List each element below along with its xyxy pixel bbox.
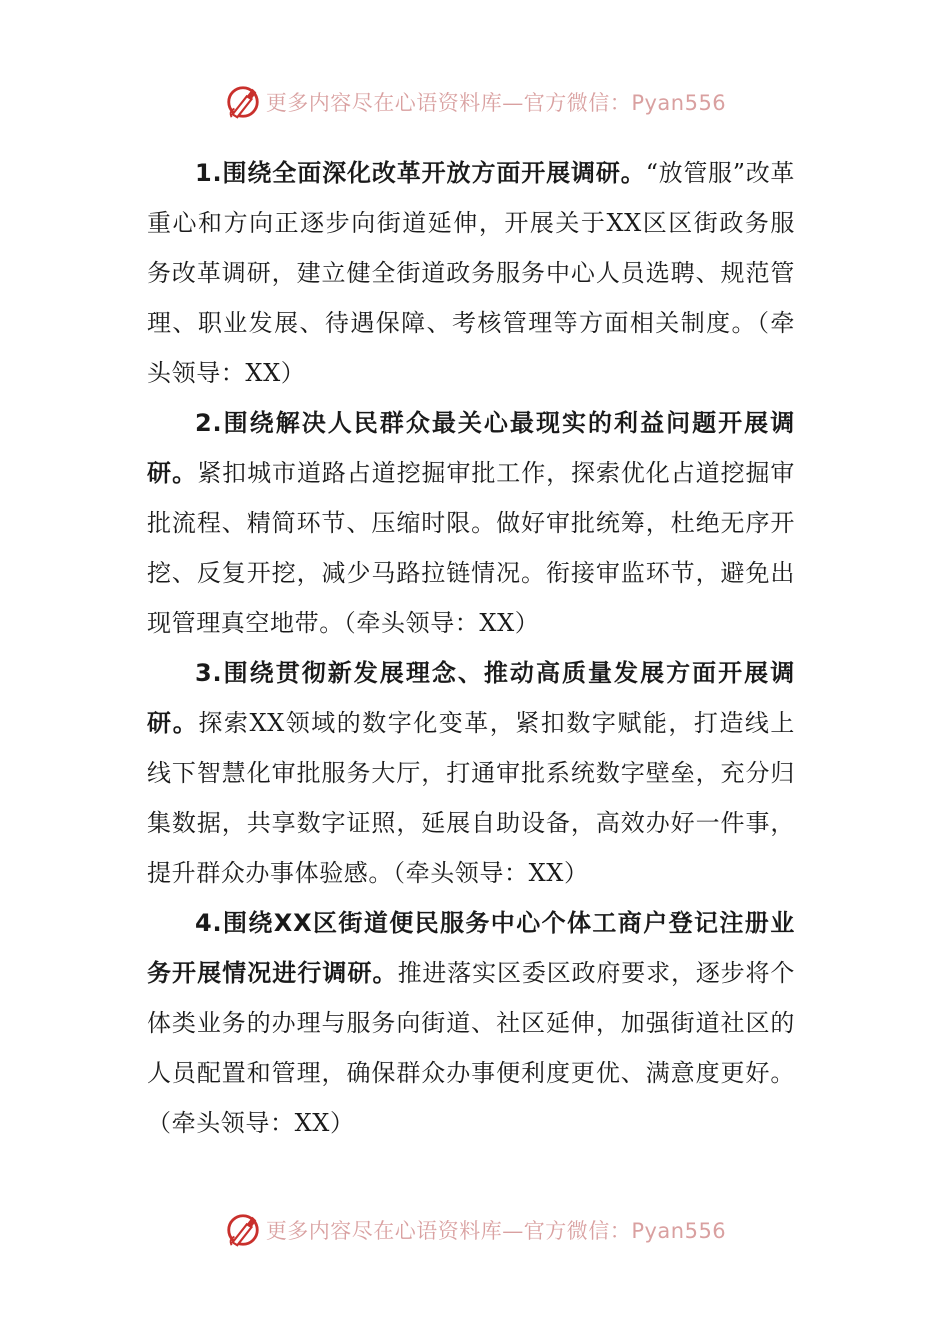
pen-logo-icon [224, 1211, 262, 1249]
paragraph-text: “放管服”改革重心和方向正逐步向街道延伸，开展关于XX区区街政务服务改革调研，建立健全街道政务服务中心人员选聘、规范管理、职业发展、待遇保障、考核管理等方面相关制度。（牵头领导：XX） [147, 159, 796, 387]
paragraph-text: 探索XX领域的数字化变革，紧扣数字赋能，打造线上线下智慧化审批服务大厅，打通审批系统数字壁垒，充分归集数据，共享数字证照，延展自助设备，高效办好一件事，提升群众办事体验感。（牵头领导：XX） [147, 709, 795, 887]
header-watermark-banner [0, 82, 950, 122]
paragraph-1 [147, 148, 795, 398]
paragraph-text: 紧扣城市道路占道挖掘审批工作，探索优化占道挖掘审批流程、精简环节、压缩时限。做好审批统筹，杜绝无序开挖、反复开挖，减少马路拉链情况。衔接审监环节，避免出现管理真空地带。（牵头领导：XX） [147, 459, 795, 637]
paragraph-4 [147, 898, 795, 1148]
document-body [147, 148, 795, 1148]
watermark-text: 更多内容尽在心语资料库—官方微信：Pyan556 [265, 1219, 727, 1243]
paragraph-heading: 3.围绕贯彻新发展理念、推动高质量发展方面开展调研。 [147, 659, 795, 737]
paragraph-heading: 1.围绕全面深化改革开放方面开展调研。 [195, 159, 646, 187]
paragraph-2 [147, 398, 795, 648]
paragraph-text: 推进落实区委区政府要求，逐步将个体类业务的办理与服务向街道、社区延伸，加强街道社区的人员配置和管理，确保群众办事便利度更优、满意度更好。（牵头领导：XX） [147, 959, 795, 1137]
watermark-text: 更多内容尽在心语资料库—官方微信：Pyan556 [265, 91, 727, 115]
footer-watermark-banner [0, 1210, 950, 1250]
paragraph-heading: 4.围绕XX区街道便民服务中心个体工商户登记注册业务开展情况进行调研。 [147, 909, 795, 987]
paragraph-heading: 2.围绕解决人民群众最关心最现实的利益问题开展调研。 [147, 409, 795, 487]
pen-logo-icon [224, 83, 262, 121]
paragraph-3 [147, 648, 795, 898]
